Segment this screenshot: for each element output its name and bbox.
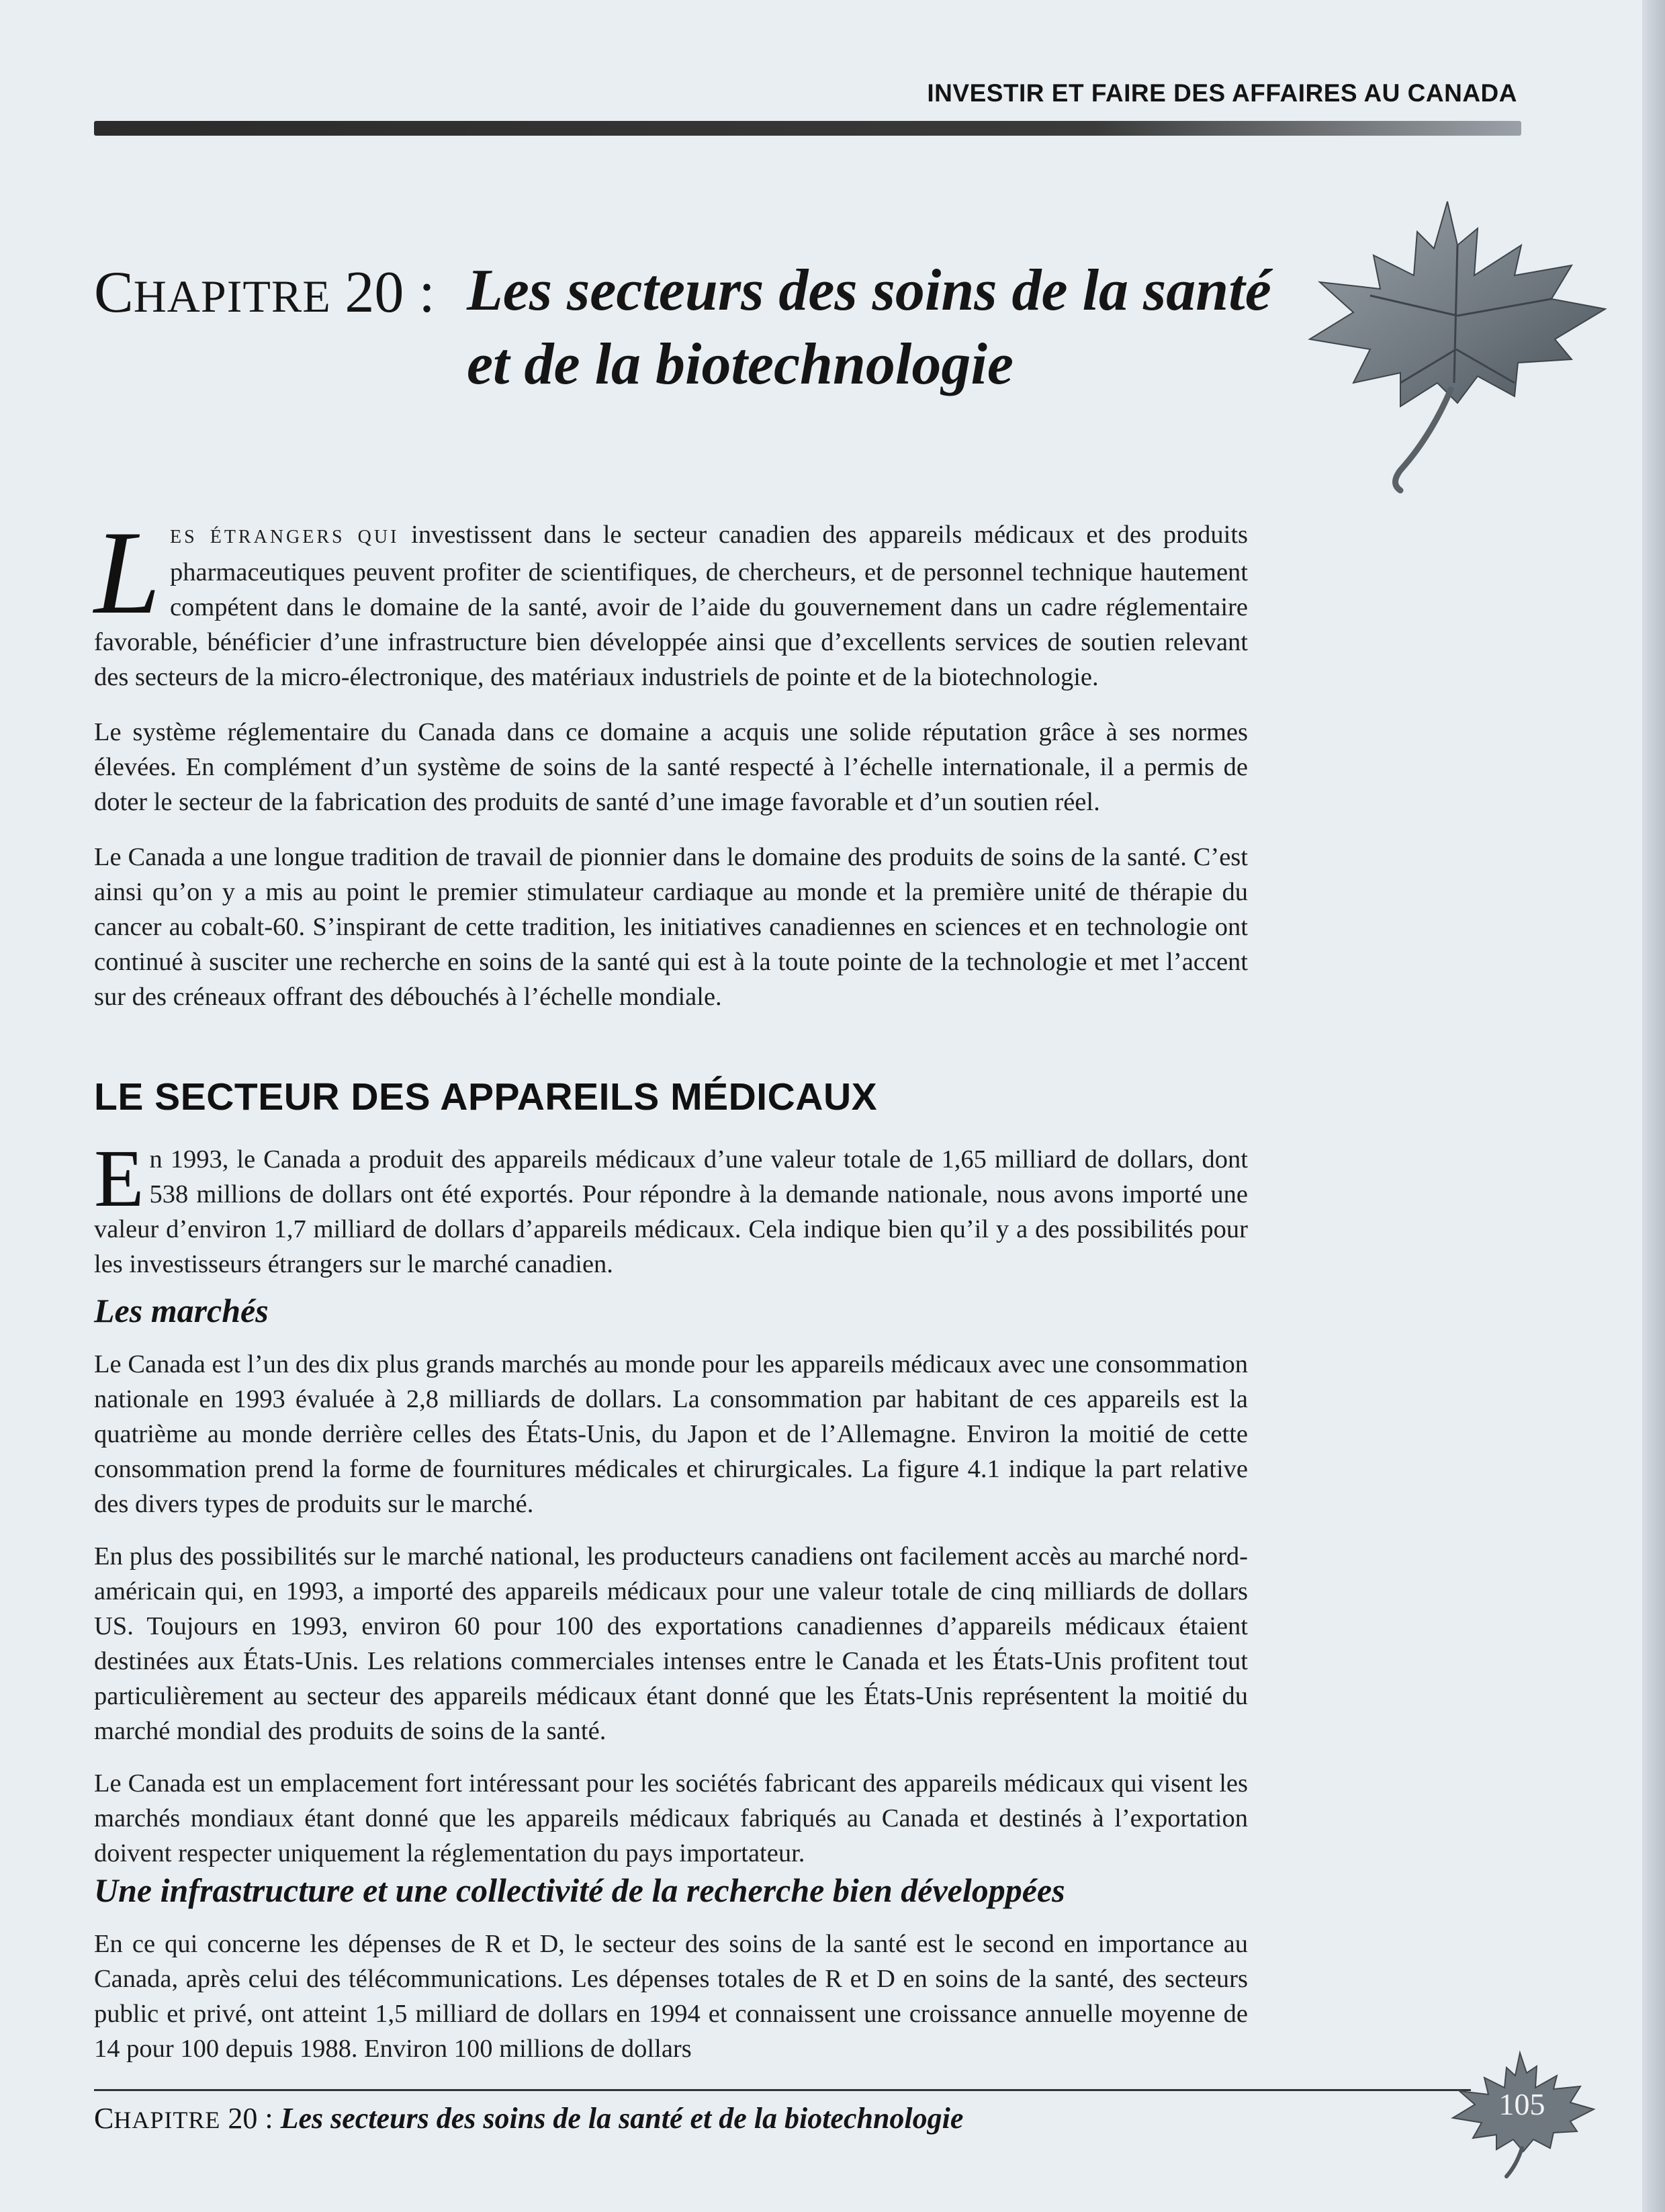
- maple-leaf-icon: [1256, 181, 1632, 531]
- lead-in-caps: ES ÉTRANGERS QUI: [170, 527, 400, 547]
- footer-title-text: Les secteurs des soins de la santé et de la biotechnologie: [280, 2102, 964, 2135]
- footer-label-initial: C: [94, 2102, 114, 2135]
- intro-paragraph-1: [94, 506, 1248, 695]
- intro-paragraph-3: Le Canada a une longue tradition de travail de pionnier dans le domaine des produits de soins de la santé. C’est ainsi qu’on y a mis au point le premier stimulateur cardiaque au monde et la première unité de thérapie du cancer au cobalt-60. S’inspirant de cette tradition, les initiatives canadiennes en sciences et en technologie ont continué à susciter une recherche en soins de la santé qui est à la toute pointe de la technologie et met l’accent sur des créneaux offrant des débouchés à l’échelle mondiale.: [94, 843, 1248, 1011]
- chapter-label: [94, 259, 435, 326]
- section-dropcap-letter: E: [94, 1133, 144, 1224]
- markets-text: [94, 1347, 1248, 1871]
- footer-label-rest: HAPITRE: [114, 2107, 221, 2133]
- subheading-infrastructure: Une infrastructure et une collectivité de la recherche bien développées: [94, 1871, 1065, 1909]
- infrastructure-text: [94, 1927, 1248, 2066]
- subheading-markets: Les marchés: [94, 1292, 269, 1329]
- page-number-leaf: [1443, 2047, 1597, 2182]
- section-heading: LE SECTEUR DES APPAREILS MÉDICAUX: [94, 1075, 878, 1118]
- footer-chapter-title: [94, 2101, 963, 2135]
- header-rule: [94, 121, 1521, 136]
- footer-chapter-number: 20 :: [228, 2102, 273, 2135]
- chapter-label-initial: C: [94, 260, 134, 325]
- chapter-title: Les secteurs des soins de la santé et de la biotechnologie: [467, 258, 1271, 397]
- section-paragraph-1: [94, 1133, 1248, 1282]
- footer-rule: [94, 2089, 1471, 2091]
- infrastructure-paragraph-1: En ce qui concerne les dépenses de R et D, le secteur des soins de la santé est le second en importance au Canada, après celui des télécommunications. Les dépenses totales de R et D en soins de la santé, des secteurs public et privé, ont atteint 1,5 milliard de dollars en 1994 et connaissent une croissance annuelle moyenne de 14 pour 100 depuis 1988. Environ 100 millions de dollars: [94, 1930, 1248, 2063]
- running-header: INVESTIR ET FAIRE DES AFFAIRES AU CANADA: [927, 79, 1517, 107]
- intro-paragraph-1-text: investissent dans le secteur canadien des appareils médicaux et des produits pharmaceutiques peuvent profiter de scientifiques, de chercheurs, et de personnel technique hautement compétent dans le domaine de la santé, avoir de l’aide du gouvernement dans un cadre réglementaire favorable, bénéficier d’une infrastructure bien développée ainsi que d’excellents services de soutien relevant des secteurs de la micro-électronique, des matériaux industriels de pointe et de la biotechnologie.: [94, 521, 1248, 691]
- page-edge: [1642, 0, 1665, 2212]
- intro-paragraph-2: Le système réglementaire du Canada dans ce domaine a acquis une solide réputation grâce à ses normes élevées. En complément d’un système de soins de la santé respecté à l’échelle internationale, il a permis de doter le secteur de la fabrication des produits de santé d’une image favorable et d’un soutien réel.: [94, 718, 1248, 816]
- section-paragraph-1-text: n 1993, le Canada a produit des appareils médicaux d’une valeur totale de 1,65 milliard de dollars, dont 538 millions de dollars ont été exportés. Pour répondre à la demande nationale, nous avons importé une valeur d’environ 1,7 milliard de dollars d’appareils médicaux. Cela indique bien qu’il y a des possibilités pour les investisseurs étrangers sur le marché canadien.: [94, 1145, 1248, 1278]
- markets-paragraph-2: En plus des possibilités sur le marché national, les producteurs canadiens ont facilement accès au marché nord-américain qui, en 1993, a importé des appareils médicaux pour une valeur totale de cinq milliards de dollars US. Toujours en 1993, environ 60 pour 100 des exportations canadiennes d’appareils médicaux étaient destinées aux États-Unis. Les relations commerciales intenses entre le Canada et les États-Unis profitent tout particulièrement au secteur des appareils médicaux étant donné que les États-Unis représentent la moitié du marché mondial des produits de soins de la santé.: [94, 1542, 1248, 1745]
- page-number: 105: [1498, 2087, 1545, 2121]
- intro-text: [94, 506, 1248, 1014]
- chapter-number: 20 :: [345, 260, 435, 325]
- markets-paragraph-1: Le Canada est l’un des dix plus grands marchés au monde pour les appareils médicaux avec une consommation nationale en 1993 évaluée à 2,8 milliards de dollars. La consommation par habitant de ces appareils est la quatrième au monde derrière celles des États-Unis, du Japon et de l’Allemagne. Environ la moitié de cette consommation prend la forme de fournitures médicales et chirurgicales. La figure 4.1 indique la part relative des divers types de produits sur le marché.: [94, 1350, 1248, 1518]
- section-intro: [94, 1133, 1248, 1282]
- markets-paragraph-3: Le Canada est un emplacement fort intéressant pour les sociétés fabricant des appareils médicaux qui visent les marchés mondiaux étant donné que les appareils médicaux fabriqués au Canada et destinés à l’exportation doivent respecter uniquement la réglementation du pays importateur.: [94, 1769, 1248, 1867]
- dropcap-letter: L: [94, 506, 161, 639]
- chapter-label-rest: HAPITRE: [133, 271, 331, 322]
